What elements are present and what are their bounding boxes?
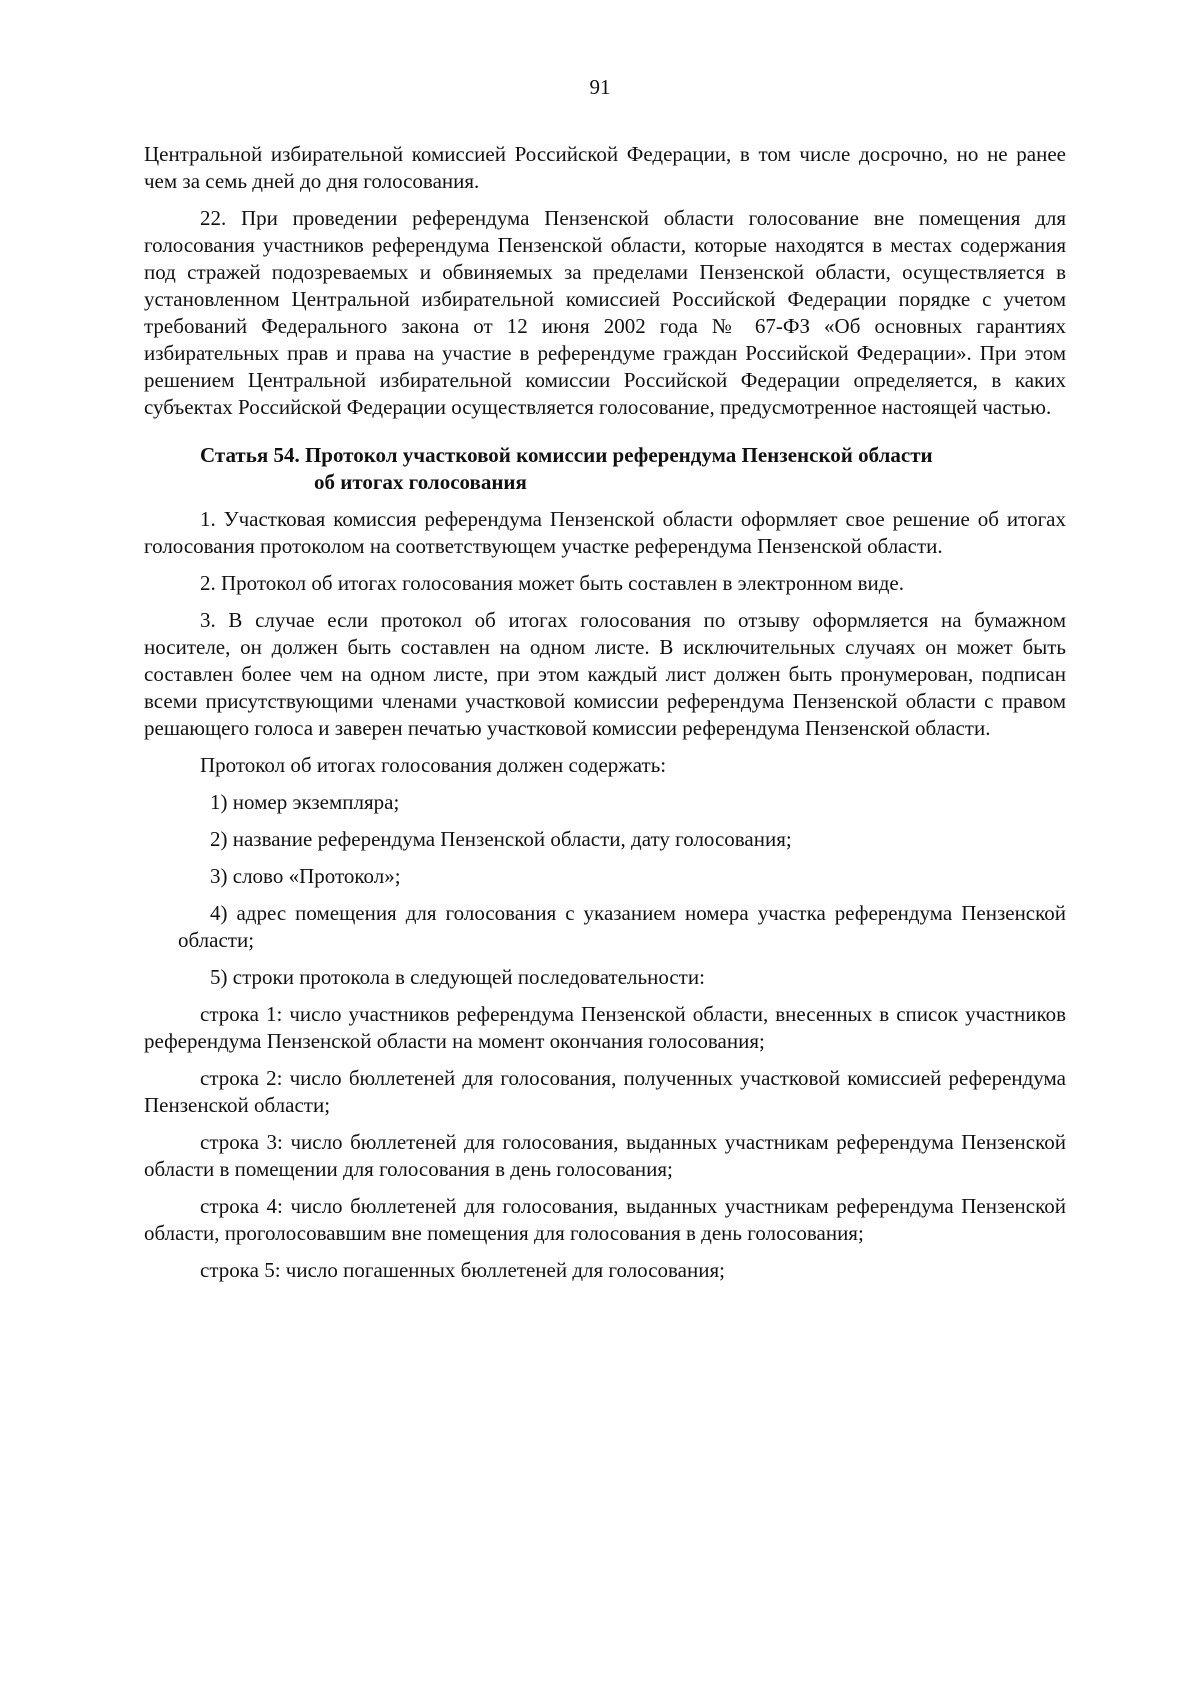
protocol-row: строка 4: число бюллетеней для голосования, выданных участникам референдума Пензенской области, проголосовавшим вне помещения для голосования в день голосования; xyxy=(144,1194,1066,1245)
protocol-row: строка 5: число погашенных бюллетеней для голосования; xyxy=(200,1258,725,1282)
page-content xyxy=(144,141,1066,1284)
protocol-intro: Протокол об итогах голосования должен содержать: xyxy=(200,753,667,777)
paragraph-22: 22. При проведении референдума Пензенской области голосование вне помещения для голосования участников референдума Пензенской области, которые находятся в местах содержания под стражей подозреваемых и обвиняемых за пределами Пензенской области, осуществляется в установленном Центральной избирательной комиссией Российской Федерации порядке с учетом требований Федерального закона от 12 июня 2002 года № 67-ФЗ «Об основных гарантиях избирательных прав и права на участие в референдуме граждан Российской Федерации». При этом решением Центральной избирательной комиссии Российской Федерации определяется, в каких субъектах Российской Федерации осуществляется голосование, предусмотренное настоящей частью. xyxy=(144,206,1066,419)
list-item: 2) название референдума Пензенской области, дату голосования; xyxy=(210,827,792,851)
article-heading xyxy=(144,442,1066,496)
list-item: 1) номер экземпляра; xyxy=(210,790,400,814)
protocol-row: строка 3: число бюллетеней для голосования, выданных участникам референдума Пензенской области в помещении для голосования в день голосования; xyxy=(144,1130,1066,1181)
point-2: 2. Протокол об итогах голосования может быть составлен в электронном виде. xyxy=(200,571,904,595)
protocol-row: строка 1: число участников референдума Пензенской области, внесенных в список участников референдума Пензенской области на момент окончания голосования; xyxy=(144,1002,1066,1053)
article-heading-line1: Статья 54. Протокол участковой комиссии референдума Пензенской области xyxy=(200,443,933,467)
list-item: 4) адрес помещения для голосования с указанием номера участка референдума Пензенской области; xyxy=(178,901,1066,952)
point-3: 3. В случае если протокол об итогах голосования по отзыву оформляется на бумажном носителе, он должен быть составлен на одном листе. В исключительных случаях он может быть составлен более чем на одном листе, при этом каждый лист должен быть пронумерован, подписан всеми присутствующими членами участковой комиссии референдума Пензенской области с правом решающего голоса и заверен печатью участковой комиссии референдума Пензенской области. xyxy=(144,608,1066,740)
point-1: 1. Участковая комиссия референдума Пензенской области оформляет свое решение об итогах голосования протоколом на соответствующем участке референдума Пензенской области. xyxy=(144,507,1066,558)
list-item: 3) слово «Протокол»; xyxy=(210,864,401,888)
protocol-row: строка 2: число бюллетеней для голосования, полученных участковой комиссией референдума Пензенской области; xyxy=(144,1066,1066,1117)
article-heading-line2: об итогах голосования xyxy=(314,470,527,494)
page-number: 91 xyxy=(589,75,611,99)
list-item: 5) строки протокола в следующей последовательности: xyxy=(210,965,705,989)
paragraph-continuation: Центральной избирательной комиссией Российской Федерации, в том числе досрочно, но не ранее чем за семь дней до дня голосования. xyxy=(144,142,1066,193)
